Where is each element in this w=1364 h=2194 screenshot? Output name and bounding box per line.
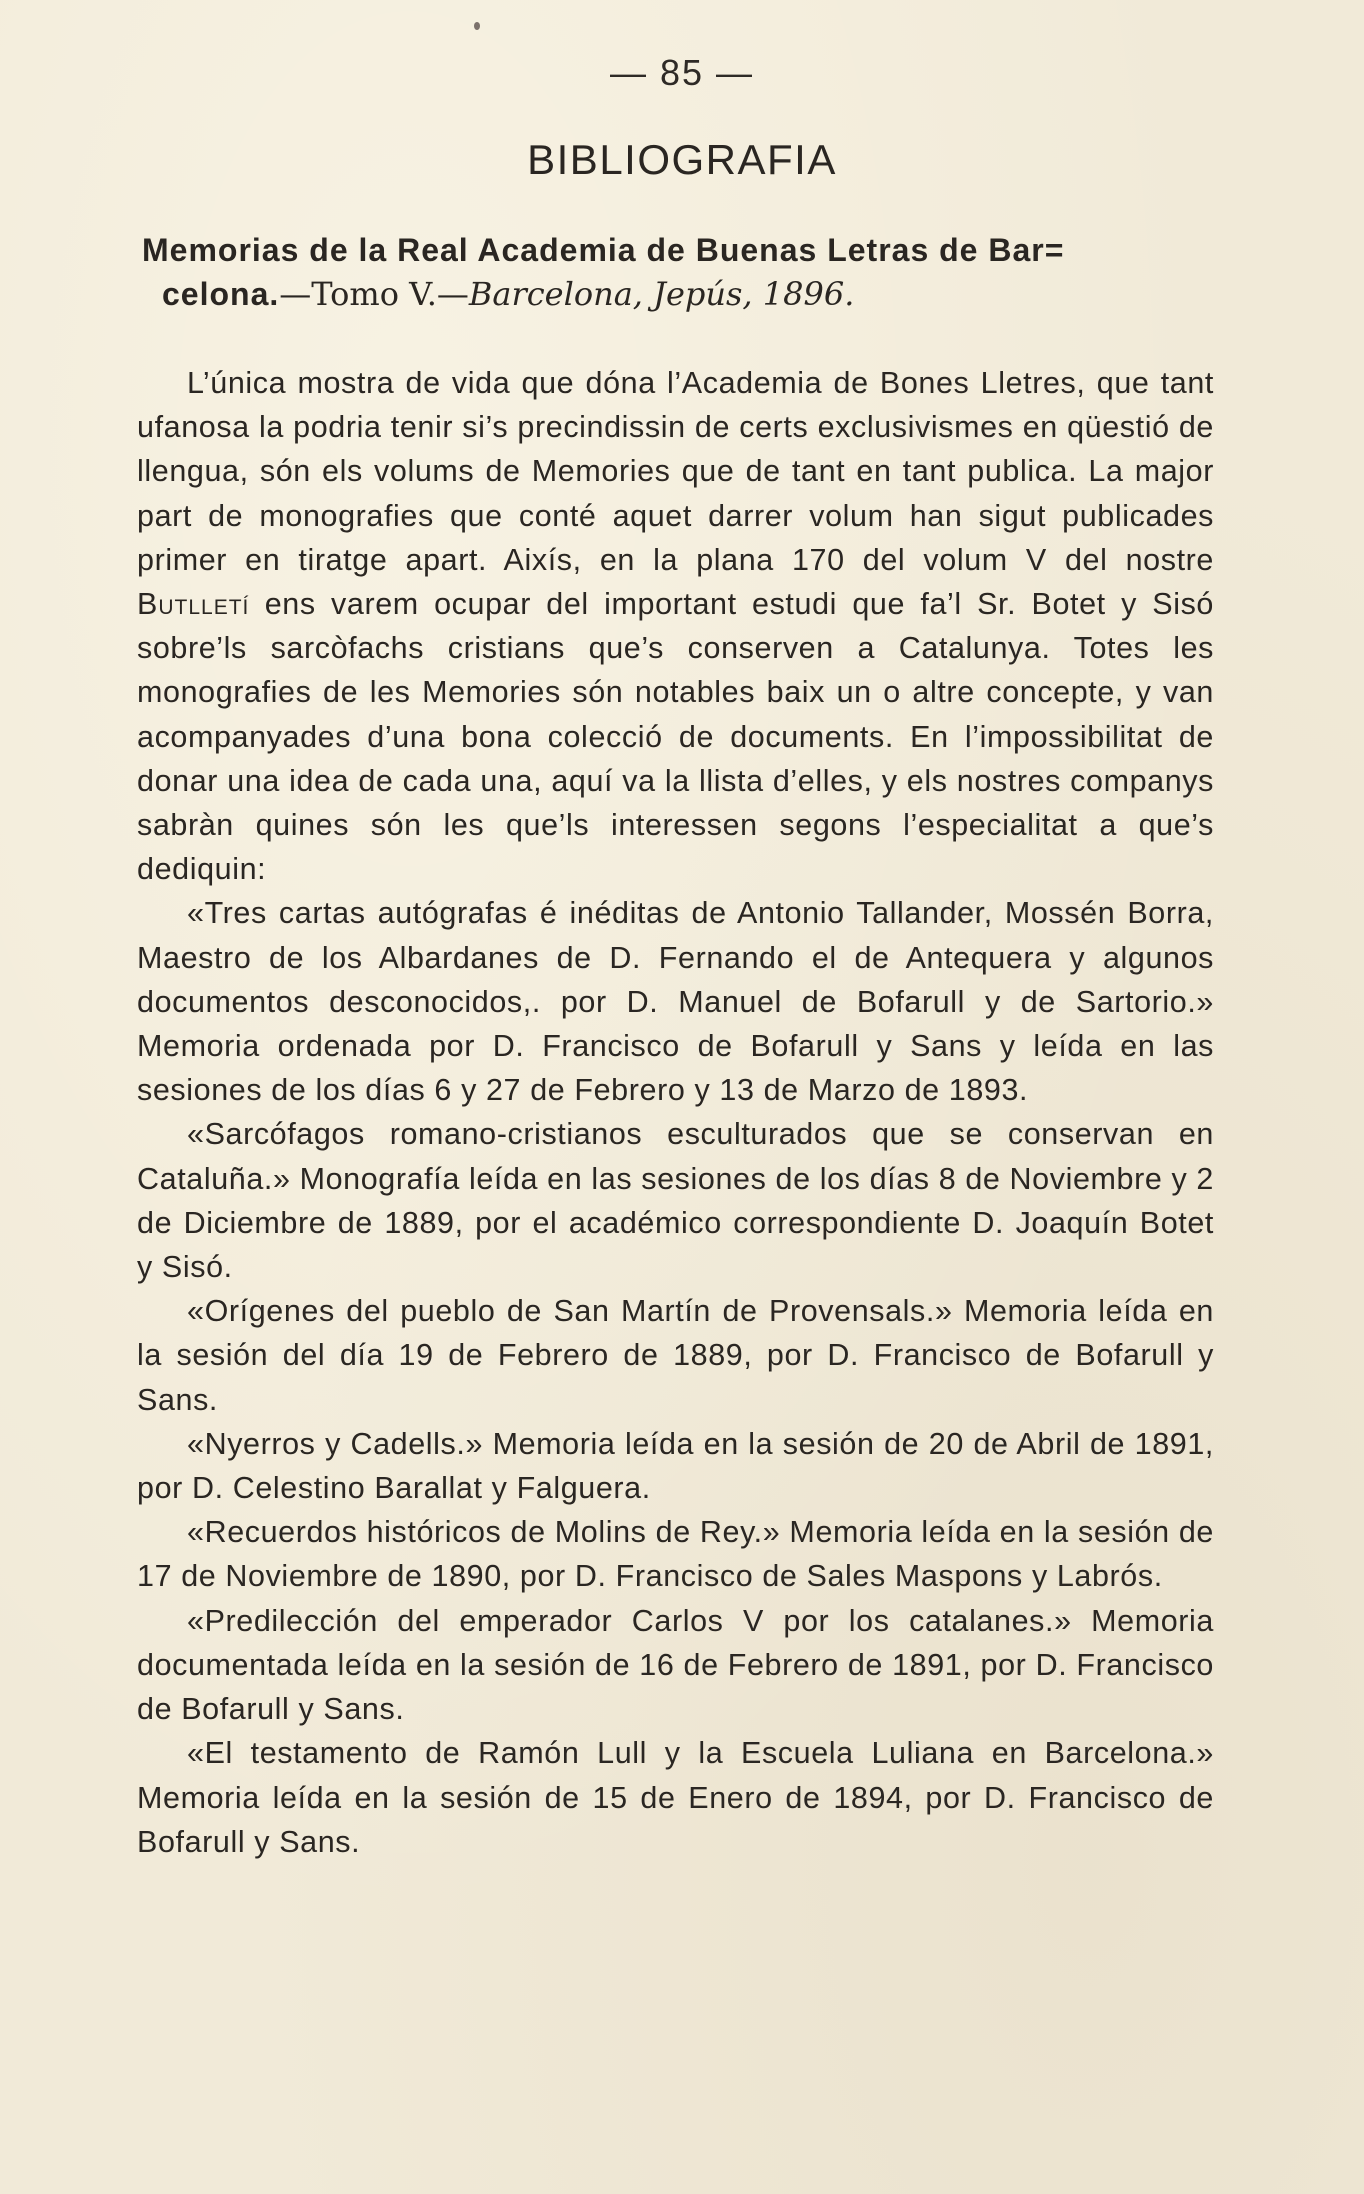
reference-title-line-2: [142, 272, 1214, 316]
bibliographic-reference: [142, 228, 1214, 316]
entry-tres-cartas: «Tres cartas autógrafas é inéditas de Antonio Tallander, Mossén Borra, Maestro de los Albardanes de D. Fernando el de Antequera y algunos documentos desconocidos,. por D. Manuel de Bofarull y de Sartorio.» Memoria ordenada por D. Francisco de Bofarull y Sans y leída en las sesiones de los días 6 y 27 de Febrero y 13 de Marzo de 1893.: [137, 896, 1214, 1108]
intro-text-part-1: L’única mostra de vida que dóna l’Academia de Bones Lletres, que tant ufanosa la podria tenir si’s precindissin de certs exclusivismes en qüestió de llengua, són els volums de Memories que de tant en tant publica. La major part de monografies que conté aquet darrer volum han sigut publicades primer en tiratge apart. Aixís, en la plana 170 del volum V del nostre: [137, 366, 1214, 577]
section-title: BIBLIOGRAFIA: [527, 136, 837, 183]
reference-title-part-1: Memorias de la Real Academia de Buenas Letras de Bar=: [142, 232, 1065, 268]
reference-title-part-2: celona.: [162, 276, 280, 312]
entry-carlos-v: «Predilección del emperador Carlos V por los catalanes.» Memoria documentada leída en la sesión de 16 de Febrero de 1891, por D. Francisco de Bofarull y Sans.: [137, 1603, 1214, 1727]
entry-ramon-lull: «El testamento de Ramón Lull y la Escuela Luliana en Barcelona.» Memoria leída en la sesión de 15 de Enero de 1894, por D. Francisco de Bofarull y Sans.: [137, 1736, 1214, 1859]
entry-origenes-san-martin: «Orígenes del pueblo de San Martín de Provensals.» Memoria leída en la sesión del día 19 de Febrero de 1889, por D. Francisco de Bofarull y Sans.: [137, 1294, 1214, 1417]
ink-speck: [474, 22, 480, 30]
reference-place-date: Barcelona, Jepús, 1896.: [468, 275, 855, 313]
intro-paragraph: [137, 361, 1214, 891]
intro-text-part-2: ens varem ocupar del important estudi que fa’l Sr. Botet y Sisó sobre’ls sarcòfachs cristians que’s conserven a Catalunya. Totes les monografies de les Memories són notables baix un o altre concepte, y van acompanyades d’una bona colecció de documents. En l’impossibilitat de donar una idea de cada una, aquí va la llista d’elles, y els nostres companys sabràn quines són les que’ls interessen segons l’especialitat a que’s dediquin:: [137, 587, 1214, 887]
reference-title-line-1: [142, 228, 1214, 272]
entry-sarcofagos: «Sarcófagos romano-cristianos esculturados que se conservan en Cataluña.» Monografía leída en las sesiones de los días 8 de Noviembre y 2 de Diciembre de 1889, por el académico correspondiente D. Joaquín Botet y Sisó.: [137, 1117, 1214, 1285]
article-body: [137, 361, 1214, 1864]
reference-tomo: —Tomo V.—: [279, 275, 469, 313]
bulletin-name: Butlletí: [137, 587, 250, 622]
entry-nyerros-cadells: «Nyerros y Cadells.» Memoria leída en la sesión de 20 de Abril de 1891, por D. Celestino Barallat y Falguera.: [137, 1426, 1214, 1506]
page-number: — 85 —: [609, 52, 755, 93]
entry-molins-de-rey: «Recuerdos históricos de Molins de Rey.» Memoria leída en la sesión de 17 de Noviembre de 1890, por D. Francisco de Sales Maspons y Labrós.: [137, 1515, 1214, 1594]
